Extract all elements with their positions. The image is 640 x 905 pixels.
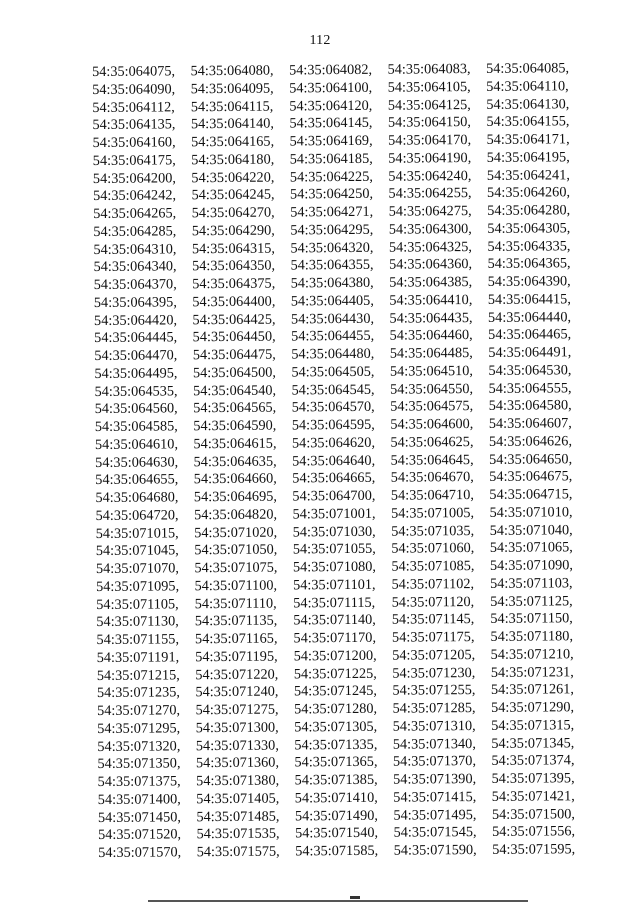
cadastral-number: 54:35:064640,	[292, 452, 376, 469]
cadastral-number: 54:35:064280,	[487, 202, 571, 219]
cadastral-number: 54:35:064145,	[289, 115, 373, 132]
cadastral-number: 54:35:064095,	[190, 80, 274, 97]
cadastral-number: 54:35:071245,	[293, 683, 378, 700]
cadastral-number: 54:35:071060,	[391, 540, 475, 557]
cadastral-number: 54:35:071065,	[489, 539, 573, 557]
cadastral-number: 54:35:064465,	[488, 326, 572, 344]
cadastral-number: 54:35:064090,	[92, 81, 176, 98]
cadastral-number: 54:35:071165,	[194, 630, 278, 648]
cadastral-number: 54:35:064171,	[486, 131, 570, 148]
cadastral-number: 54:35:071140,	[293, 612, 376, 629]
cadastral-number: 54:35:071103,	[490, 574, 573, 592]
cadastral-number: 54:35:071535,	[196, 825, 280, 843]
cadastral-number: 54:35:071191,	[96, 649, 180, 666]
cadastral-number: 54:35:071380,	[196, 772, 280, 790]
cadastral-number: 54:35:071215,	[96, 666, 180, 684]
cadastral-number: 54:35:064450,	[192, 328, 276, 346]
cadastral-number: 54:35:071180,	[490, 628, 574, 645]
cadastral-number: 54:35:071365,	[294, 754, 378, 771]
cadastral-number: 54:35:064305,	[487, 219, 571, 237]
cadastral-number: 54:35:071300,	[195, 719, 279, 736]
cadastral-number: 54:35:064590,	[193, 417, 277, 435]
cadastral-number: 54:35:071320,	[97, 737, 181, 755]
cadastral-number: 54:35:064125,	[387, 96, 471, 114]
cadastral-number: 54:35:064155,	[486, 113, 570, 131]
cadastral-number: 54:35:064665,	[292, 470, 376, 487]
cadastral-number: 54:35:071400,	[97, 791, 181, 808]
cadastral-number: 54:35:071090,	[489, 557, 574, 574]
cadastral-number: 54:35:064710,	[390, 487, 474, 504]
cadastral-number: 54:35:071390,	[393, 771, 477, 788]
cadastral-number: 54:35:071290,	[491, 699, 575, 716]
cadastral-number: 54:35:064220,	[191, 169, 275, 186]
cadastral-number: 54:35:064255,	[388, 185, 472, 202]
bottom-scan-edge	[148, 900, 528, 902]
cadastral-number: 54:35:064460,	[389, 327, 473, 344]
cadastral-number: 54:35:071575,	[196, 843, 280, 861]
cadastral-number: 54:35:071410,	[294, 789, 378, 807]
cadastral-number: 54:35:064225,	[289, 168, 373, 185]
cadastral-number: 54:35:071102,	[391, 575, 475, 593]
cadastral-number: 54:35:064241,	[486, 166, 570, 184]
cadastral-number: 54:35:064607,	[488, 415, 572, 432]
cadastral-number: 54:35:071261,	[490, 681, 575, 699]
cadastral-number: 54:35:064380,	[290, 274, 374, 292]
cadastral-number: 54:35:071570,	[98, 844, 182, 861]
cadastral-number: 54:35:064530,	[488, 361, 572, 379]
cadastral-number: 54:35:064135,	[92, 116, 176, 134]
cadastral-number: 54:35:064271,	[290, 203, 374, 221]
cadastral-number: 54:35:071350,	[97, 755, 181, 773]
cadastral-number: 54:35:071370,	[392, 753, 477, 770]
cadastral-number: 54:35:064242,	[92, 187, 177, 205]
cadastral-number: 54:35:064635,	[193, 453, 277, 470]
cadastral-number: 54:35:071345,	[491, 734, 575, 752]
cadastral-number: 54:35:071070,	[95, 560, 180, 577]
cadastral-number: 54:35:071030,	[292, 523, 376, 540]
cadastral-number: 54:35:064445,	[94, 329, 178, 347]
code-row	[98, 841, 598, 863]
cadastral-number: 54:35:064150,	[387, 114, 472, 131]
cadastral-number: 54:35:064585,	[94, 418, 178, 435]
cadastral-number: 54:35:064495,	[94, 365, 178, 382]
cadastral-number: 54:35:071120,	[391, 593, 475, 611]
cadastral-number: 54:35:064175,	[92, 152, 176, 169]
cadastral-number: 54:35:071235,	[96, 684, 181, 702]
cadastral-number: 54:35:071175,	[391, 629, 475, 646]
cadastral-number: 54:35:064120,	[289, 97, 373, 114]
cadastral-number: 54:35:071270,	[97, 702, 181, 719]
cadastral-number: 54:35:071230,	[392, 664, 476, 682]
cadastral-number: 54:35:064260,	[486, 184, 571, 202]
cadastral-number: 54:35:064170,	[388, 132, 472, 149]
cadastral-number: 54:35:064310,	[93, 240, 177, 258]
cadastral-number: 54:35:071545,	[393, 824, 477, 841]
cadastral-number: 54:35:071240,	[195, 683, 279, 701]
cadastral-number: 54:35:064290,	[191, 222, 275, 239]
cadastral-number: 54:35:064130,	[486, 95, 570, 113]
cadastral-number: 54:35:064350,	[192, 257, 276, 275]
cadastral-number: 54:35:071080,	[292, 558, 377, 576]
cadastral-number: 54:35:064245,	[191, 186, 275, 204]
cadastral-number: 54:35:064285,	[93, 223, 177, 240]
cadastral-number: 54:35:071220,	[195, 666, 279, 683]
cadastral-number: 54:35:064180,	[191, 151, 275, 168]
cadastral-number: 54:35:071170,	[293, 629, 377, 647]
cadastral-number: 54:35:071385,	[294, 771, 378, 789]
cadastral-number: 54:35:064195,	[486, 149, 570, 166]
cadastral-number: 54:35:071295,	[97, 720, 181, 737]
cadastral-number: 54:35:071130,	[96, 613, 179, 631]
cadastral-number: 54:35:064575,	[390, 398, 474, 415]
cadastral-number: 54:35:064415,	[487, 290, 571, 308]
cadastral-number: 54:35:064620,	[291, 434, 376, 452]
cadastral-number: 54:35:071105,	[96, 595, 179, 613]
cadastral-number: 54:35:064270,	[191, 204, 275, 222]
cadastral-number: 54:35:071485,	[196, 808, 280, 825]
cadastral-number: 54:35:071145,	[391, 611, 475, 628]
cadastral-number: 54:35:064700,	[292, 487, 376, 505]
cadastral-number: 54:35:064615,	[193, 435, 277, 452]
cadastral-number: 54:35:064405,	[290, 292, 374, 310]
cadastral-number: 54:35:064630,	[95, 453, 179, 471]
cadastral-number: 54:35:071100,	[194, 577, 278, 594]
cadastral-number: 54:35:071520,	[97, 826, 182, 844]
cadastral-number: 54:35:064115,	[190, 98, 274, 115]
cadastral-number: 54:35:064570,	[291, 399, 375, 416]
cadastral-number: 54:35:071310,	[392, 717, 476, 735]
cadastral-number: 54:35:071015,	[95, 524, 179, 542]
cadastral-number: 54:35:064595,	[291, 416, 375, 434]
cadastral-number: 54:35:064565,	[193, 399, 277, 417]
cadastral-number-list	[92, 60, 598, 863]
cadastral-number: 54:35:064340,	[93, 258, 177, 276]
cadastral-number: 54:35:064075,	[92, 63, 176, 80]
cadastral-number: 54:35:064715,	[489, 486, 573, 503]
cadastral-number: 54:35:071001,	[292, 505, 376, 523]
cadastral-number: 54:35:071360,	[195, 754, 280, 772]
cadastral-number: 54:35:071110,	[194, 595, 277, 612]
cadastral-number: 54:35:064545,	[291, 381, 375, 398]
cadastral-number: 54:35:064820,	[193, 506, 278, 523]
cadastral-number: 54:35:064625,	[390, 433, 474, 451]
cadastral-number: 54:35:064240,	[388, 167, 472, 185]
cadastral-number: 54:35:071374,	[491, 752, 575, 770]
cadastral-number: 54:35:071205,	[392, 646, 476, 664]
cadastral-number: 54:35:064491,	[488, 344, 572, 361]
cadastral-number: 54:35:071280,	[294, 700, 378, 718]
cadastral-number: 54:35:071101,	[293, 576, 376, 594]
cadastral-number: 54:35:071315,	[491, 716, 575, 734]
cadastral-number: 54:35:071490,	[294, 807, 378, 824]
cadastral-number: 54:35:064160,	[92, 134, 176, 151]
cadastral-number: 54:35:064720,	[95, 507, 179, 524]
cadastral-number: 54:35:071500,	[491, 805, 575, 823]
cadastral-number: 54:35:064500,	[192, 364, 277, 381]
cadastral-number: 54:35:071055,	[292, 541, 376, 558]
cadastral-number: 54:35:064080,	[190, 62, 274, 80]
cadastral-number: 54:35:064169,	[289, 132, 373, 150]
cadastral-number: 54:35:071135,	[194, 612, 278, 630]
cadastral-number: 54:35:064315,	[191, 240, 276, 257]
cadastral-number: 54:35:071005,	[390, 504, 475, 522]
cadastral-number: 54:35:064410,	[389, 291, 473, 309]
cadastral-number: 54:35:064190,	[388, 149, 472, 167]
cadastral-number: 54:35:064560,	[94, 400, 178, 418]
cadastral-number: 54:35:071375,	[97, 773, 181, 790]
cadastral-number: 54:35:064670,	[390, 469, 474, 486]
cadastral-number: 54:35:064265,	[93, 205, 177, 222]
cadastral-number: 54:35:064660,	[193, 470, 277, 488]
cadastral-number: 54:35:071115,	[293, 594, 376, 611]
cadastral-number: 54:35:064475,	[192, 346, 276, 364]
cadastral-number: 54:35:064400,	[192, 293, 276, 310]
cadastral-number: 54:35:064430,	[290, 310, 375, 327]
cadastral-number: 54:35:064655,	[95, 471, 179, 489]
cadastral-number: 54:35:071340,	[392, 735, 476, 753]
cadastral-number: 54:35:064480,	[291, 345, 375, 363]
cadastral-number: 54:35:071095,	[96, 578, 180, 595]
cadastral-number: 54:35:071050,	[194, 541, 278, 559]
cadastral-number: 54:35:064420,	[93, 311, 178, 329]
cadastral-number: 54:35:071495,	[393, 806, 477, 824]
cadastral-number: 54:35:071540,	[294, 825, 379, 842]
cadastral-number: 54:35:071415,	[393, 788, 477, 806]
cadastral-number: 54:35:071285,	[392, 700, 476, 717]
cadastral-number: 54:35:064360,	[389, 256, 473, 273]
cadastral-number: 54:35:071155,	[96, 631, 180, 648]
cadastral-number: 54:35:071010,	[489, 503, 573, 521]
cadastral-number: 54:35:064275,	[388, 203, 472, 220]
cadastral-number: 54:35:064395,	[93, 294, 177, 311]
cadastral-number: 54:35:071125,	[490, 592, 573, 610]
cadastral-number: 54:35:071305,	[294, 718, 378, 736]
cadastral-number: 54:35:064675,	[489, 468, 573, 486]
cadastral-number: 54:35:071450,	[97, 808, 181, 826]
cadastral-number: 54:35:064455,	[291, 328, 375, 345]
cadastral-number: 54:35:064085,	[485, 60, 570, 77]
cadastral-number: 54:35:064370,	[93, 276, 177, 293]
cadastral-number: 54:35:064110,	[486, 78, 569, 95]
cadastral-number: 54:35:064185,	[289, 150, 373, 168]
cadastral-number: 54:35:071035,	[391, 522, 475, 540]
cadastral-number: 54:35:064695,	[193, 488, 277, 506]
cadastral-number: 54:35:064435,	[389, 309, 473, 327]
cadastral-number: 54:35:064470,	[94, 347, 178, 364]
cadastral-number: 54:35:064083,	[387, 61, 471, 78]
cadastral-number: 54:35:064550,	[390, 380, 474, 398]
cadastral-number: 54:35:071210,	[490, 645, 574, 663]
cadastral-number: 54:35:071590,	[393, 842, 477, 859]
cadastral-number: 54:35:064580,	[488, 397, 572, 415]
cadastral-number: 54:35:064626,	[488, 432, 573, 450]
cadastral-number: 54:35:071231,	[490, 663, 574, 681]
cadastral-number: 54:35:064112,	[92, 98, 175, 116]
cadastral-number: 54:35:064165,	[191, 133, 275, 151]
cadastral-number: 54:35:071150,	[490, 610, 573, 628]
cadastral-number: 54:35:071075,	[194, 559, 278, 577]
cadastral-number: 54:35:071020,	[194, 524, 278, 541]
page-number: 112	[309, 33, 331, 48]
cadastral-number: 54:35:064485,	[389, 345, 473, 362]
cadastral-number: 54:35:071335,	[294, 736, 378, 753]
cadastral-number: 54:35:064610,	[94, 436, 179, 453]
cadastral-number: 54:35:071421,	[491, 787, 575, 805]
bottom-scan-mark	[350, 896, 360, 899]
cadastral-number: 54:35:064650,	[489, 450, 573, 468]
cadastral-number: 54:35:071255,	[392, 682, 476, 699]
cadastral-number: 54:35:064355,	[290, 257, 374, 274]
cadastral-number: 54:35:071556,	[491, 823, 576, 841]
cadastral-number: 54:35:071195,	[195, 648, 278, 665]
cadastral-number: 54:35:064555,	[488, 379, 572, 397]
cadastral-number: 54:35:064505,	[291, 363, 375, 381]
cadastral-number: 54:35:071200,	[293, 647, 377, 665]
cadastral-number: 54:35:064375,	[192, 275, 276, 293]
cadastral-number: 54:35:064200,	[92, 169, 176, 187]
cadastral-number: 54:35:064100,	[289, 79, 373, 97]
cadastral-number: 54:35:064645,	[390, 451, 474, 469]
cadastral-number: 54:35:064540,	[193, 382, 277, 399]
cadastral-number: 54:35:064365,	[487, 255, 571, 273]
cadastral-number: 54:35:071585,	[295, 842, 379, 860]
cadastral-number: 54:35:071275,	[195, 701, 279, 719]
cadastral-number: 54:35:064510,	[389, 362, 473, 380]
cadastral-number: 54:35:064385,	[389, 274, 473, 291]
cadastral-number: 54:35:064390,	[487, 273, 571, 290]
cadastral-number: 54:35:064425,	[192, 311, 276, 328]
cadastral-number: 54:35:064250,	[289, 186, 374, 203]
cadastral-number: 54:35:071330,	[195, 737, 279, 754]
cadastral-number: 54:35:064295,	[290, 221, 374, 239]
cadastral-number: 54:35:071595,	[492, 841, 576, 858]
cadastral-number: 54:35:064335,	[487, 237, 571, 255]
cadastral-number: 54:35:064105,	[387, 78, 471, 96]
cadastral-number: 54:35:071085,	[391, 558, 475, 575]
cadastral-number: 54:35:064600,	[390, 416, 474, 433]
cadastral-number: 54:35:064325,	[388, 238, 473, 256]
cadastral-number: 54:35:071045,	[95, 542, 179, 560]
cadastral-number: 54:35:064082,	[288, 61, 373, 79]
cadastral-number: 54:35:071395,	[491, 770, 575, 787]
cadastral-number: 54:35:064440,	[487, 308, 572, 326]
cadastral-number: 54:35:064300,	[388, 220, 472, 238]
cadastral-number: 54:35:064535,	[94, 382, 178, 400]
cadastral-number: 54:35:064320,	[290, 239, 374, 256]
cadastral-number: 54:35:071405,	[196, 790, 280, 807]
cadastral-number: 54:35:064140,	[190, 115, 275, 133]
cadastral-number: 54:35:064680,	[95, 489, 179, 506]
cadastral-number: 54:35:071040,	[489, 521, 573, 539]
cadastral-number: 54:35:071225,	[293, 665, 377, 682]
